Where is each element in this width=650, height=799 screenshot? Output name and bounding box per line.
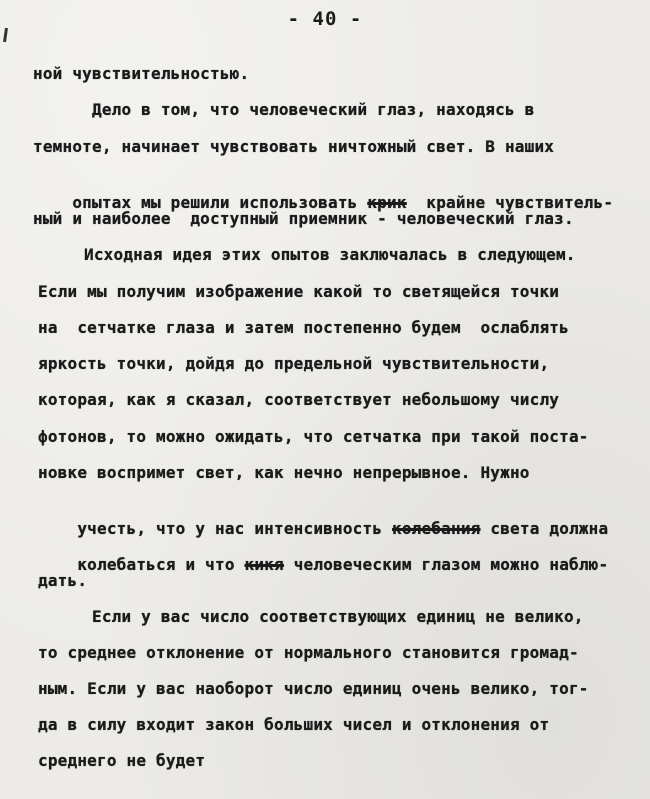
text-line: дать. (38, 571, 88, 590)
text-line: ной чувствительностью. (33, 64, 250, 83)
page-number: - 40 - (287, 8, 363, 30)
text-fragment: колебаться и что (77, 555, 235, 574)
struck-word: кикя (244, 555, 284, 574)
text-line: на сетчатке глаза и затем постепенно будем ослаблять (38, 318, 569, 337)
text-line: новке воспримет свет, как нечно непрерывное. Нужно (38, 463, 530, 482)
text-line: ный и наиболее доступный приемник - человеческий глаз. (33, 209, 574, 228)
text-fragment: человеческим глазом можно наблю- (293, 555, 609, 574)
text-fragment: учесть, что у нас интенсивность (77, 519, 383, 538)
text-line: фотонов, то можно ожидать, что сетчатка при такой поста- (38, 427, 589, 446)
text-line: ным. Если у вас наоборот число единиц очень велико, тог- (38, 679, 589, 698)
struck-word: крик (367, 193, 407, 212)
text-line: Если мы получим изображение какой то светящейся точки (38, 282, 560, 301)
text-line: Дело в том, что человеческий глаз, находясь в (92, 100, 535, 119)
text-line: которая, как я сказал, соответствует небольшому числу (38, 390, 560, 409)
text-line: Исходная идея этих опытов заключалась в следующем. (84, 245, 576, 264)
text-line: то среднее отклонение от нормального становится громад- (38, 643, 579, 662)
text-line: среднего не будет (38, 751, 206, 770)
struck-word: колебания (392, 519, 481, 538)
text-line: да в силу входит закон больших чисел и отклонения от (38, 715, 550, 734)
text-line: яркость точки, дойдя до предельной чувствительности, (38, 354, 550, 373)
text-line: Если у вас число соответствующих единиц не велико, (92, 607, 584, 626)
text-fragment: света должна (490, 519, 609, 538)
text-line: темноте, начинает чувствовать ничтожный свет. В наших (33, 137, 555, 156)
text-fragment: опытах мы решили использовать (72, 193, 358, 212)
text-fragment: крайне чувствитель- (426, 193, 614, 212)
margin-mark (3, 28, 8, 42)
